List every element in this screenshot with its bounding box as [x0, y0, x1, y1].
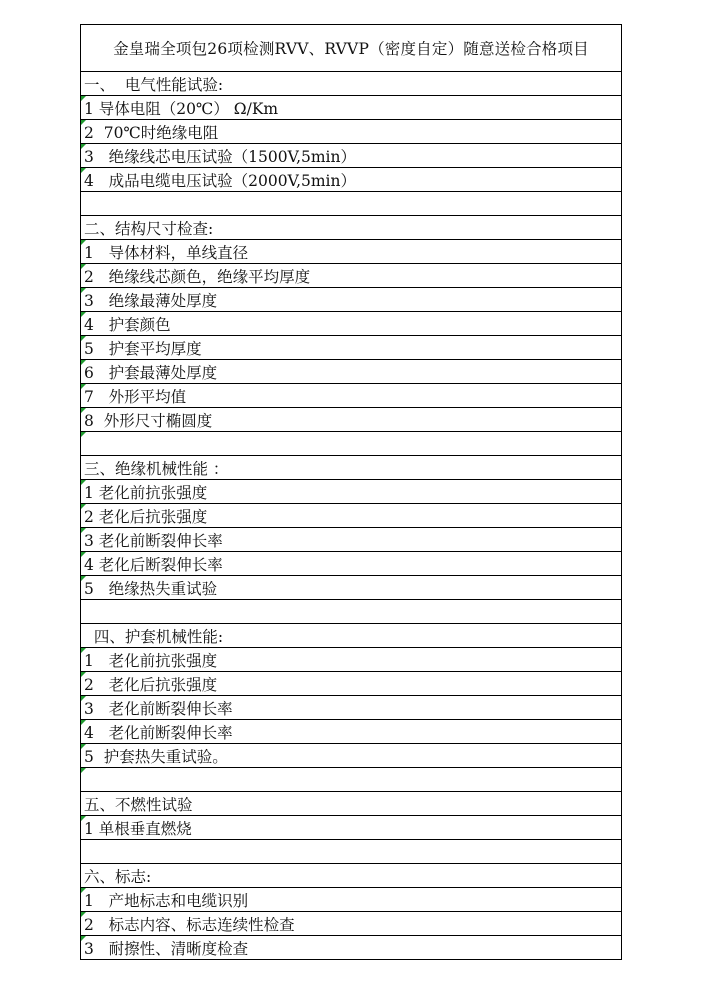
table-row: 2 绝缘线芯颜色，绝缘平均厚度: [80, 264, 622, 288]
blank-row: [80, 768, 622, 792]
table-row: 3 耐擦性、清晰度检查: [80, 936, 622, 960]
table-body: [80, 72, 622, 960]
blank-row: [80, 192, 622, 216]
table-row: 1 老化前抗张强度: [80, 648, 622, 672]
table-row: 1 老化前抗张强度: [80, 480, 622, 504]
table-row: 三、绝缘机械性能 ：: [80, 456, 622, 480]
blank-row: [80, 840, 622, 864]
table-row: 5 绝缘热失重试验: [80, 576, 622, 600]
table-row: 1 导体材料，单线直径: [80, 240, 622, 264]
table-row: 六、标志:: [80, 864, 622, 888]
table-row: 4 老化前断裂伸长率: [80, 720, 622, 744]
table-row: 四、护套机械性能:: [80, 624, 622, 648]
table-row: 3 老化前断裂伸长率: [80, 696, 622, 720]
table-row: 2 70℃时绝缘电阻: [80, 120, 622, 144]
table-row: 3 绝缘线芯电压试验（1500V,5min）: [80, 144, 622, 168]
blank-row: [80, 432, 622, 456]
blank-row: [80, 600, 622, 624]
table-row: 一、 电气性能试验:: [80, 72, 622, 96]
table-row: 3 绝缘最薄处厚度: [80, 288, 622, 312]
table-row: 4 护套颜色: [80, 312, 622, 336]
table-row: 8 外形尺寸椭圆度: [80, 408, 622, 432]
table-row: 4 成品电缆电压试验（2000V,5min）: [80, 168, 622, 192]
table-row: 五、不燃性试验: [80, 792, 622, 816]
table-row: 2 老化后抗张强度: [80, 504, 622, 528]
table-row: 2 老化后抗张强度: [80, 672, 622, 696]
table-row: 3 老化前断裂伸长率: [80, 528, 622, 552]
inspection-item-table: [80, 24, 622, 960]
table-title: 金皇瑞全项包26项检测RVV、RVVP（密度自定）随意送检合格项目: [80, 24, 622, 72]
table-row: 1 单根垂直燃烧: [80, 816, 622, 840]
table-row: 5 护套热失重试验。: [80, 744, 622, 768]
table-row: 1 导体电阻（20℃） Ω/Km: [80, 96, 622, 120]
table-row: 7 外形平均值: [80, 384, 622, 408]
table-row: 6 护套最薄处厚度: [80, 360, 622, 384]
table-row: 5 护套平均厚度: [80, 336, 622, 360]
table-row: 2 标志内容、标志连续性检查: [80, 912, 622, 936]
table-row: 1 产地标志和电缆识别: [80, 888, 622, 912]
table-row: 4 老化后断裂伸长率: [80, 552, 622, 576]
table-row: 二、结构尺寸检查:: [80, 216, 622, 240]
